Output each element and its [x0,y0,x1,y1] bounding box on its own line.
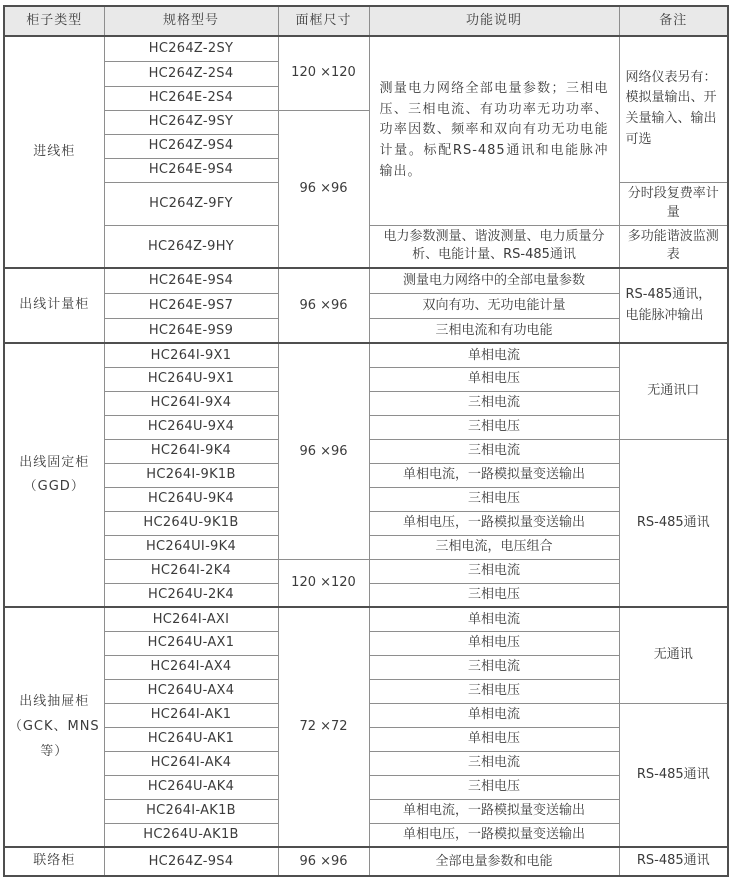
frame-size-cell: 96 ×96 [278,268,369,343]
model-cell: HC264U-2K4 [104,583,278,607]
frame-size-cell: 120 ×120 [278,559,369,607]
function-cell: 三相电流 [369,391,619,415]
remark-cell: 无通讯口 [619,343,728,439]
remark-cell: RS-485通讯 [619,703,728,847]
cabinet-type-line1: 出线固定柜 [19,454,90,470]
function-cell: 三相电压 [369,679,619,703]
model-cell: HC264Z-9S4 [104,134,278,158]
model-cell: HC264U-9K4 [104,487,278,511]
function-cell: 三相电流 [369,751,619,775]
model-cell: HC264Z-9HY [104,225,278,268]
remark-cell: 网络仪表另有：模拟量输出、开关量输入、输出可选 [619,36,728,182]
cabinet-type-cell: 出线计量柜 [4,268,104,343]
function-cell: 三相电压 [369,487,619,511]
frame-size-cell: 96 ×96 [278,847,369,876]
cabinet-type-line2: （GGD） [23,479,85,495]
model-cell: HC264U-AX4 [104,679,278,703]
model-cell: HC264I-AX4 [104,655,278,679]
model-cell: HC264U-9X1 [104,367,278,391]
model-cell: HC264U-9X4 [104,415,278,439]
remark-cell: 多功能谐波监测表 [619,225,728,268]
spec-table [3,5,729,877]
function-cell: 单相电流 [369,343,619,367]
remark-cell: RS-485通讯 [619,847,728,876]
frame-size-cell: 96 ×96 [278,343,369,559]
model-cell: HC264Z-9S4 [104,847,278,876]
cabinet-type-line2: （GCK、MNS等） [8,718,100,759]
model-cell: HC264Z-9FY [104,182,278,225]
model-cell: HC264U-AK4 [104,775,278,799]
frame-size-cell: 96 ×96 [278,110,369,268]
table-row [4,36,728,61]
remark-cell: RS-485通讯 [619,439,728,607]
model-cell: HC264E-9S4 [104,268,278,293]
cabinet-type-line1: 出线抽屉柜 [19,694,90,710]
model-cell: HC264E-2S4 [104,86,278,110]
function-cell: 单相电压，一路模拟量变送输出 [369,511,619,535]
column-header-model: 规格型号 [104,6,278,36]
column-header-remark: 备注 [619,6,728,36]
function-cell: 单相电流 [369,607,619,631]
function-cell: 三相电压 [369,775,619,799]
column-header-function: 功能说明 [369,6,619,36]
function-cell: 三相电压 [369,415,619,439]
remark-cell: 无通讯 [619,607,728,703]
remark-cell: 分时段复费率计量 [619,182,728,225]
model-cell: HC264I-AXI [104,607,278,631]
function-cell: 三相电压 [369,583,619,607]
table-row [4,343,728,367]
table-row [4,847,728,876]
function-cell: 三相电流 [369,559,619,583]
model-cell: HC264I-9X4 [104,391,278,415]
model-cell: HC264I-9X1 [104,343,278,367]
model-cell: HC264UI-9K4 [104,535,278,559]
model-cell: HC264E-9S4 [104,158,278,182]
model-cell: HC264Z-2SY [104,36,278,61]
function-cell: 全部电量参数和电能 [369,847,619,876]
function-cell: 三相电流，电压组合 [369,535,619,559]
model-cell: HC264I-9K4 [104,439,278,463]
table-row [4,607,728,631]
function-cell: 电力参数测量、谐波测量、电力质量分析、电能计量、RS-485通讯 [369,225,619,268]
model-cell: HC264I-AK1B [104,799,278,823]
model-cell: HC264E-9S7 [104,293,278,318]
model-cell: HC264I-AK4 [104,751,278,775]
function-cell: 三相电流 [369,439,619,463]
table-row [4,268,728,293]
model-cell: HC264I-9K1B [104,463,278,487]
function-cell: 单相电压 [369,367,619,391]
function-cell: 单相电流，一路模拟量变送输出 [369,799,619,823]
function-cell: 测量电力网络中的全部电量参数 [369,268,619,293]
model-cell: HC264U-AK1 [104,727,278,751]
function-cell: 单相电压 [369,631,619,655]
function-cell: 单相电流，一路模拟量变送输出 [369,463,619,487]
model-cell: HC264U-9K1B [104,511,278,535]
cabinet-type-cell [4,607,104,847]
column-header-cabinet-type: 柜子类型 [4,6,104,36]
function-cell: 单相电压 [369,727,619,751]
model-cell: HC264Z-9SY [104,110,278,134]
function-cell: 单相电压，一路模拟量变送输出 [369,823,619,847]
frame-size-cell: 120 ×120 [278,36,369,110]
function-cell: 三相电流和有功电能 [369,318,619,343]
function-cell: 单相电流 [369,703,619,727]
cabinet-type-cell [4,343,104,607]
model-cell: HC264I-AK1 [104,703,278,727]
model-cell: HC264I-2K4 [104,559,278,583]
model-cell: HC264U-AK1B [104,823,278,847]
model-cell: HC264Z-2S4 [104,61,278,86]
remark-cell: RS-485通讯，电能脉冲输出 [619,268,728,343]
cabinet-type-cell: 联络柜 [4,847,104,876]
header-row [4,6,728,36]
function-cell: 测量电力网络全部电量参数；三相电压、三相电流、有功功率无功功率、功率因数、频率和双向有功无功电能计量。标配RS-485通讯和电能脉冲输出。 [369,36,619,225]
frame-size-cell: 72 ×72 [278,607,369,847]
column-header-frame-size: 面框尺寸 [278,6,369,36]
function-cell: 三相电流 [369,655,619,679]
cabinet-type-cell: 进线柜 [4,36,104,268]
model-cell: HC264U-AX1 [104,631,278,655]
model-cell: HC264E-9S9 [104,318,278,343]
function-cell: 双向有功、无功电能计量 [369,293,619,318]
